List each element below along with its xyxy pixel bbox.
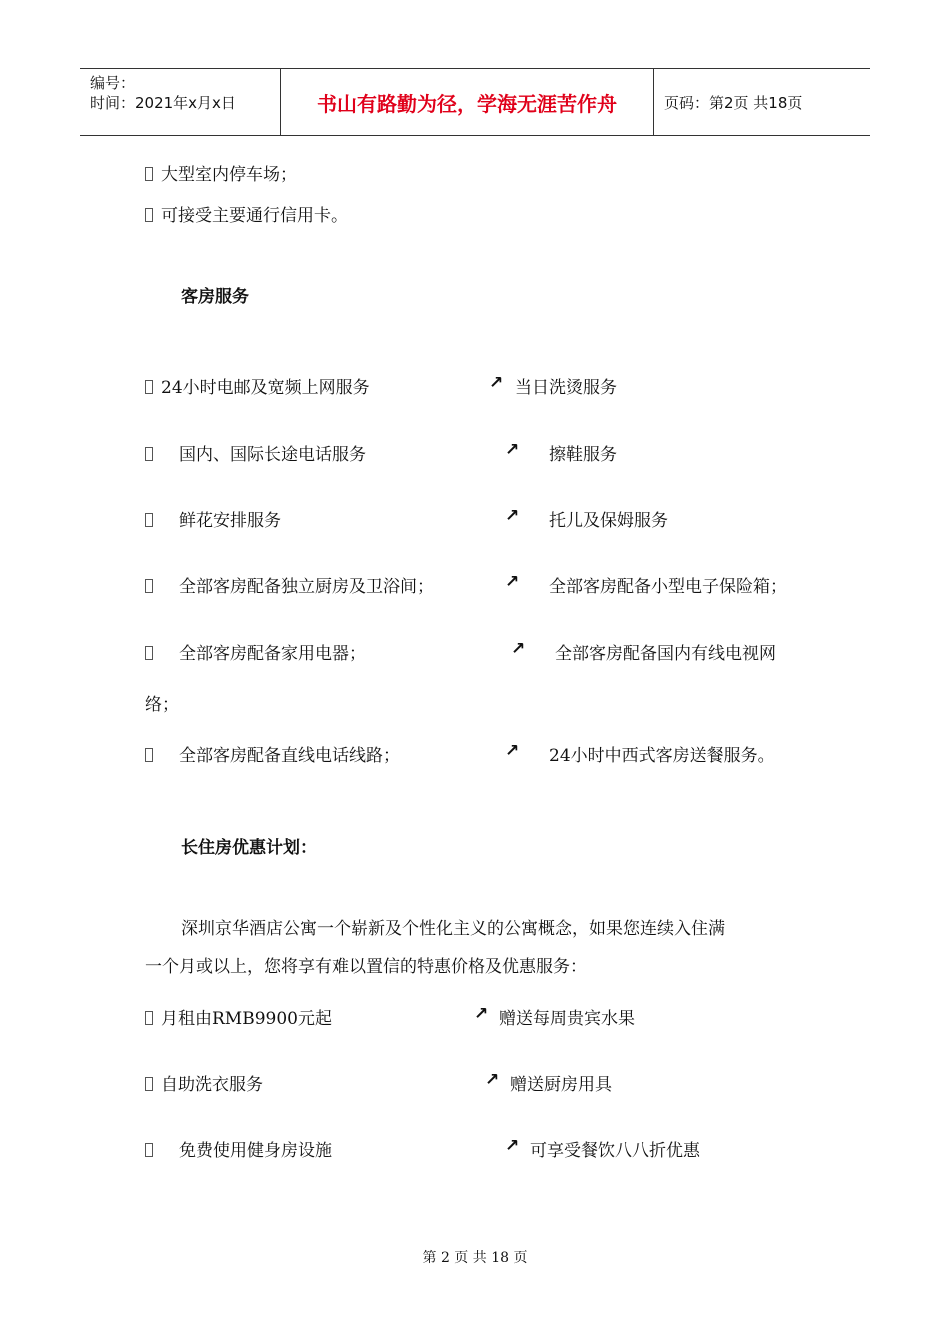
list-item: 可接受主要通行信用卡。 [145,201,348,226]
list-item-right: 全部客房配备小型电子保险箱； [549,577,787,597]
list-item: 自助洗衣服务 [145,1070,263,1095]
list-item-right: 全部客房配备国内有线电视网 [555,644,776,664]
header-motto: 书山有路勤为径，学海无涯苦作舟 [281,69,654,135]
square-bullet-icon [145,208,153,222]
section-heading-room-service: 客房服务 [181,287,249,307]
list-item: 全部客房配备家用电器； [145,639,366,664]
square-bullet-icon [145,167,153,181]
arrow-up-right-icon: ↗ [474,1004,489,1024]
square-bullet-icon [145,1077,153,1091]
arrow-up-right-icon: ↗ [505,440,520,460]
header-page-info: 页码：第2页 共18页 [664,93,803,112]
wrapped-text: 络； [145,695,179,715]
arrow-up-right-icon: ↗ [505,572,520,592]
list-item-right: 擦鞋服务 [549,445,617,465]
square-bullet-icon [145,646,153,660]
arrow-up-right-icon: ↗ [489,373,504,393]
list-item-right: 托儿及保姆服务 [549,511,668,531]
header-meta [80,69,281,135]
list-item: 鲜花安排服务 [145,506,281,531]
arrow-up-right-icon: ↗ [505,1136,520,1156]
list-item: 国内、国际长途电话服务 [145,440,366,465]
header-table [80,68,870,136]
page-footer: 第 2 页 共 18 页 [422,1250,528,1266]
arrow-up-right-icon: ↗ [505,741,520,761]
list-item: 月租由RMB9900元起 [145,1004,332,1029]
paragraph-line: 深圳京华酒店公寓一个崭新及个性化主义的公寓概念，如果您连续入住满 [181,919,725,939]
square-bullet-icon [145,380,153,394]
list-item: 免费使用健身房设施 [145,1136,332,1161]
section-heading-long-stay: 长住房优惠计划： [181,838,317,858]
square-bullet-icon [145,1143,153,1157]
square-bullet-icon [145,1011,153,1025]
list-item: 24小时电邮及宽频上网服务 [145,373,370,398]
list-item-right: 当日洗烫服务 [515,378,617,398]
list-item-right: 24小时中西式客房送餐服务。 [549,746,775,766]
arrow-up-right-icon: ↗ [511,639,526,659]
paragraph-line: 一个月或以上，您将享有难以置信的特惠价格及优惠服务： [145,957,587,977]
arrow-up-right-icon: ↗ [485,1070,500,1090]
list-item: 全部客房配备独立厨房及卫浴间； [145,572,434,597]
number-label: 编号： [90,74,136,92]
square-bullet-icon [145,579,153,593]
list-item: 全部客房配备直线电话线路； [145,741,400,766]
arrow-up-right-icon: ↗ [505,506,520,526]
square-bullet-icon [145,447,153,461]
square-bullet-icon [145,513,153,527]
square-bullet-icon [145,748,153,762]
list-item-right: 赠送厨房用具 [510,1075,612,1095]
time-label: 时间：2021年x月x日 [90,94,236,112]
list-item-right: 赠送每周贵宾水果 [499,1009,635,1029]
list-item: 大型室内停车场； [145,160,297,185]
list-item-right: 可享受餐饮八八折优惠 [530,1141,700,1161]
